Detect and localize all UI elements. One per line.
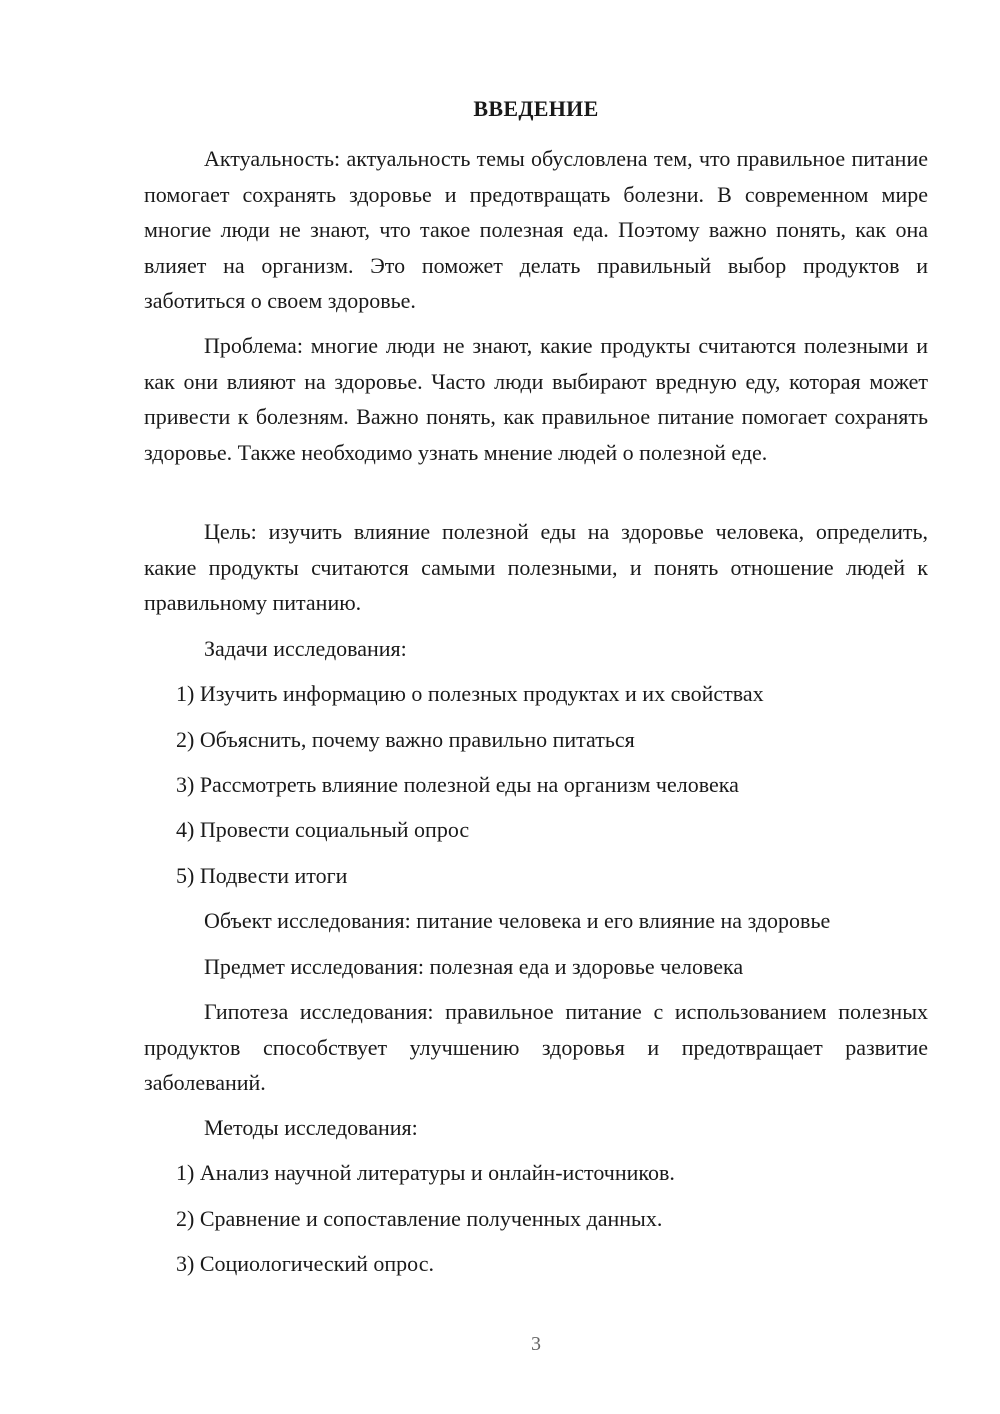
research-subject: Предмет исследования: полезная еда и здоровье человека [204, 954, 744, 979]
page-number: 3 [531, 1333, 541, 1355]
task-item-3: 3) Рассмотреть влияние полезной еды на организм человека [176, 772, 739, 797]
method-item-1: 1) Анализ научной литературы и онлайн-источников. [176, 1160, 675, 1185]
hypothesis-paragraph: Гипотеза исследования: правильное питание с использованием полезных продуктов способствует улучшению здоровья и предотвращает развитие заболеваний. [144, 999, 928, 1095]
task-item-1: 1) Изучить информацию о полезных продуктах и их свойствах [176, 681, 764, 706]
section-title: ВВЕДЕНИЕ [473, 96, 599, 121]
relevance-paragraph: Актуальность: актуальность темы обусловлена тем, что правильное питание помогает сохранять здоровье и предотвращать болезни. В современном мире многие люди не знают, что такое полезная еда. Поэтому важно понять, как она влияет на организм. Это поможет делать правильный выбор продуктов и заботиться о своем здоровье. [144, 146, 928, 313]
method-item-2: 2) Сравнение и сопоставление полученных данных. [176, 1206, 663, 1231]
task-item-5: 5) Подвести итоги [176, 863, 348, 888]
methods-heading: Методы исследования: [204, 1115, 418, 1140]
problem-paragraph: Проблема: многие люди не знают, какие продукты считаются полезными и как они влияют на здоровье. Часто люди выбирают вредную еду, которая может привести к болезням. Важно понять, как правильное питание помогает сохранять здоровье. Также необходимо узнать мнение людей о полезной еде. [144, 333, 928, 465]
tasks-heading: Задачи исследования: [204, 636, 407, 661]
goal-paragraph: Цель: изучить влияние полезной еды на здоровье человека, определить, какие продукты считаются самыми полезными, и понять отношение людей к правильному питанию. [144, 519, 928, 615]
method-item-3: 3) Социологический опрос. [176, 1251, 434, 1276]
task-item-4: 4) Провести социальный опрос [176, 817, 470, 842]
task-item-2: 2) Объяснить, почему важно правильно питаться [176, 727, 635, 752]
research-object: Объект исследования: питание человека и его влияние на здоровье [204, 908, 831, 933]
